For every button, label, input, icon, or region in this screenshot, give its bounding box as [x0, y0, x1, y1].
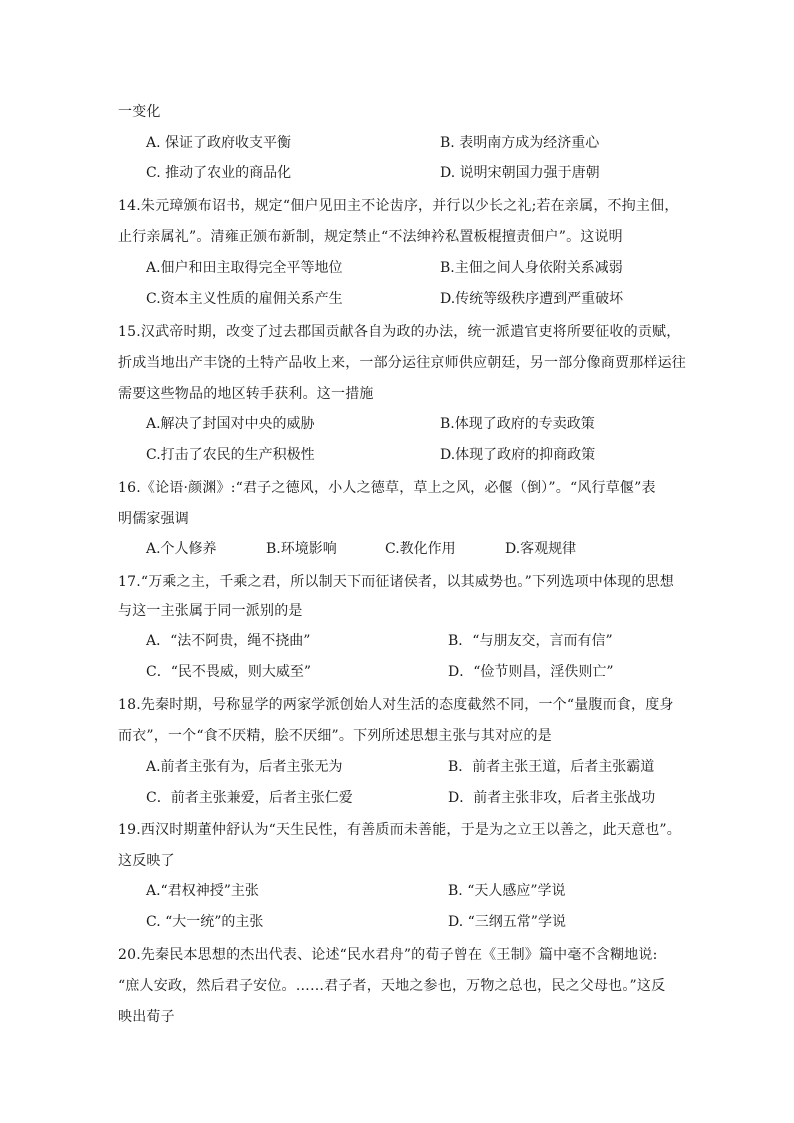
q19-option-a: A.“君权神授”主张	[146, 883, 259, 899]
q15-stem-line-2: 折成当地出产丰饶的土特产品收上来，一部分运往京师供应朝廷，另一部分像商贾那样运往	[118, 355, 686, 371]
q20-stem-line-2: “庶人安政，然后君子安位。……君子者，天地之参也，万物之总也，民之父母也。”这反	[118, 978, 666, 994]
q16-option-c: C.教化作用	[385, 541, 456, 557]
q13-option-a: A. 保证了政府收支平衡	[146, 135, 292, 151]
q17-option-b: B．“与朋友交，言而有信”	[448, 633, 613, 649]
q15-stem-line-3: 需要这些物品的地区转手获利。这一措施	[118, 386, 374, 402]
q13-option-c: C. 推动了农业的商品化	[146, 165, 292, 181]
q18-option-c: C．前者主张兼爱，后者主张仁爱	[146, 790, 353, 806]
q15-stem-line-1: 15.汉武帝时期，改变了过去郡国贡献各自为政的办法，统一派遣官吏将所要征收的贡赋，	[118, 324, 681, 340]
q14-option-b: B.主佃之间人身依附关系减弱	[440, 260, 623, 276]
q18-option-a: A.前者主张有为，后者主张无为	[146, 759, 343, 775]
q16-option-a: A.个人修养	[146, 541, 217, 557]
q14-option-a: A.佃户和田主取得完全平等地位	[146, 260, 343, 276]
q16-stem-line-2: 明儒家强调	[118, 511, 189, 527]
q14-stem-line-2: 止行亲属礼”。清雍正颁布新制，规定禁止“不法绅衿私置板棍擅责佃户”。这说明	[118, 229, 623, 245]
q15-option-b: B.体现了政府的专卖政策	[440, 416, 595, 432]
q19-option-d: D. “三纲五常”学说	[448, 914, 566, 930]
q17-stem-line-1: 17.“万乘之主，千乘之君，所以制天下而征诸侯者，以其威势也。”下列选项中体现的思想	[118, 574, 674, 590]
q13-continuation: 一变化	[118, 104, 161, 120]
q14-option-c: C.资本主义性质的雇佣关系产生	[146, 291, 343, 307]
q18-stem-line-2: 而衣”，一个“食不厌精，脍不厌细”。下列所述思想主张与其对应的是	[118, 728, 552, 744]
q15-option-a: A.解决了封国对中央的威胁	[146, 416, 315, 432]
q19-stem-line-1: 19.西汉时期董仲舒认为“天生民性，有善质而未善能，于是为之立王以善之，此天意也”。	[118, 822, 681, 838]
q18-option-b: B．前者主张王道，后者主张霸道	[448, 759, 655, 775]
q20-stem-line-1: 20.先秦民本思想的杰出代表、论述“民水君舟”的荀子曾在《王制》篇中毫不含糊地说:	[118, 947, 658, 963]
q14-option-d: D.传统等级秩序遭到严重破坏	[440, 291, 624, 307]
q19-option-c: C. “大一统”的主张	[146, 914, 264, 930]
q16-option-d: D.客观规律	[505, 541, 577, 557]
q17-option-a: A．“法不阿贵，绳不挠曲”	[146, 633, 311, 649]
q17-option-c: C．“民不畏威，则大威至”	[146, 664, 312, 680]
q16-option-b: B.环境影响	[266, 541, 337, 557]
q17-stem-line-2: 与这一主张属于同一派别的是	[118, 603, 303, 619]
q18-stem-line-1: 18.先秦时期，号称显学的两家学派创始人对生活的态度截然不同，一个“量腹而食，度身	[118, 697, 674, 713]
q13-option-d: D. 说明宋朝国力强于唐朝	[440, 165, 600, 181]
q19-stem-line-2: 这反映了	[118, 853, 175, 869]
q19-option-b: B. “天人感应”学说	[448, 883, 566, 899]
q13-option-b: B. 表明南方成为经济重心	[440, 135, 600, 151]
q18-option-d: D．前者主张非攻，后者主张战功	[448, 790, 656, 806]
q14-stem-line-1: 14.朱元璋颁布诏书，规定“佃户见田主不论齿序，并行以少长之礼;若在亲属，不拘主佃，	[118, 198, 679, 214]
q17-option-d: D．“俭节则昌，淫佚则亡”	[448, 664, 614, 680]
q16-stem-line-1: 16.《论语·颜渊》:“君子之德风，小人之德草，草上之风，必偃（倒）”。“风行草偃”表	[118, 480, 656, 496]
q15-option-d: D.体现了政府的抑商政策	[440, 447, 596, 463]
q15-option-c: C.打击了农民的生产积极性	[146, 447, 315, 463]
q20-stem-line-3: 映出荀子	[118, 1009, 175, 1025]
